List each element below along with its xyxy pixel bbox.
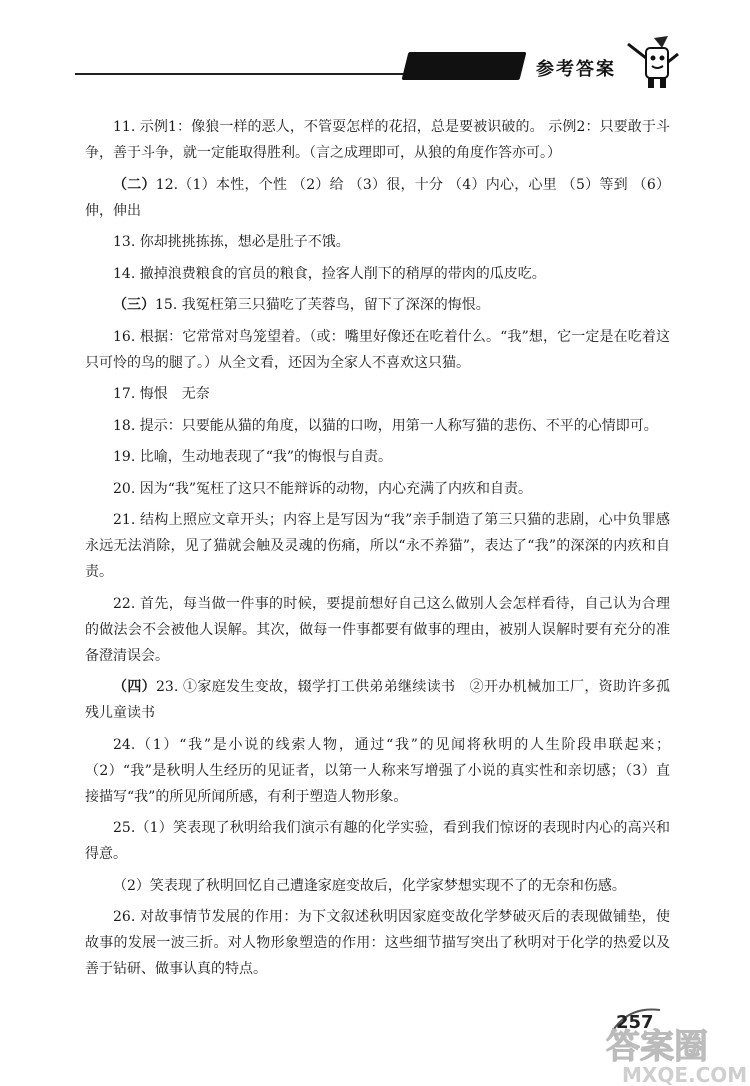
answer-11 — [85, 114, 670, 166]
answer-text: 15. 我冤枉第三只猫吃了芙蓉鸟，留下了深深的悔恨。 — [155, 297, 490, 313]
answer-text: 16. 根据：它常常对鸟笼望着。（或：嘴里好像还在吃着什么。“我”想，它一定是在吃着这只可怜的鸟的腿了。）从全文看，还因为全家人不喜欢这只猫。 — [85, 328, 670, 371]
answer-12 — [85, 172, 670, 224]
header-title: 参考答案 — [536, 59, 616, 80]
answer-text: 24.（1）“我”是小说的线索人物，通过“我”的见闻将秋明的人生阶段串联起来；（2）“我”是秋明人生经历的见证者，以第一人称来写增强了小说的真实性和亲切感；（3）直接描写“我”的所见所闻所感，有利于塑造人物形象。 — [85, 736, 670, 805]
answer-26 — [85, 904, 670, 982]
watermark-text: 答案圈 — [606, 1027, 708, 1067]
answer-text: （2）笑表现了秋明回忆自己遭逢家庭变故后，化学家梦想实现不了的无奈和伤感。 — [113, 877, 626, 894]
answer-22 — [85, 591, 670, 669]
answer-text: 23. ①家庭发生变故，辍学打工供弟弟继续读书 ②开办机械加工厂，资助许多孤残儿童读书 — [85, 679, 670, 721]
answer-18 — [85, 413, 670, 439]
section-label: （二） — [113, 176, 156, 193]
answer-25-part2 — [85, 873, 670, 899]
answer-20 — [85, 476, 670, 502]
answer-list — [85, 114, 670, 988]
answer-17 — [85, 381, 670, 407]
page-header — [0, 0, 750, 100]
answer-14 — [85, 261, 670, 287]
answer-13 — [85, 229, 670, 255]
answer-24 — [85, 732, 670, 810]
answer-25-part1 — [85, 815, 670, 867]
answer-text: 26. 对故事情节发展的作用：为下文叙述秋明因家庭变故化学梦破灭后的表现做铺垫，使故事的发展一波三折。对人物形象塑造的作用：这些细节描写突出了秋明对于化学的热爱以及善于钻研、做事认真的特点。 — [85, 909, 670, 977]
answer-text: 25.（1）笑表现了秋明给我们演示有趣的化学实验，看到我们惊讶的表现时内心的高兴和得意。 — [85, 820, 670, 862]
answer-23 — [85, 674, 670, 726]
answer-text: 20. 因为“我”冤枉了这只不能辩诉的动物，内心充满了内疚和自责。 — [113, 480, 533, 497]
watermark-logo — [600, 1020, 750, 1086]
answer-21 — [85, 507, 670, 585]
page-number: 257 — [616, 1012, 654, 1033]
answer-text: 14. 撤掉浪费粮食的官员的粮食，捡客人削下的稍厚的带肉的瓜皮吃。 — [113, 265, 546, 282]
answer-16 — [85, 324, 670, 376]
answer-text: 21. 结构上照应文章开头；内容上是写因为“我”亲手制造了第三只猫的悲剧，心中负罪感永远无法消除，见了猫就会触及灵魂的伤痛，所以“永不养猫”，表达了“我”的深深的内疚和自责。 — [85, 512, 670, 580]
watermark-domain: MXQE.COM — [622, 1063, 748, 1086]
answer-19 — [85, 444, 670, 470]
pencil-mascot-icon — [624, 34, 682, 92]
answer-text: 22. 首先，每当做一件事的时候，要提前想好自己这么做别人会怎样看待，自己认为合理的做法会不会被他人误解。其次，做每一件事都要有做事的理由，被别人误解时要有充分的准备澄清误会。 — [85, 595, 670, 664]
header-black-tab — [402, 52, 527, 80]
answer-text: 17. 悔恨 无奈 — [113, 386, 210, 402]
answer-15 — [85, 292, 670, 318]
answer-text: 19. 比喻，生动地表现了“我”的悔恨与自责。 — [113, 449, 393, 465]
answer-text: 18. 提示：只要能从猫的角度，以猫的口吻，用第一人称写猫的悲伤、不平的心情即可。 — [113, 417, 658, 434]
answer-text: 12.（1）本性，个性 （2）给 （3）很，十分 （4）内心，心里 （5）等到 （6）伸，伸出 — [85, 176, 671, 219]
section-label: （三） — [113, 297, 155, 313]
answer-text: 11. 示例1：像狼一样的恶人，不管耍怎样的花招，总是要被识破的。 示例2：只要敢于斗争，善于斗争，就一定能取得胜利。（言之成理即可，从狼的角度作答亦可。） — [85, 119, 670, 161]
section-label: （四） — [113, 679, 156, 695]
answer-text: 13. 你却挑挑拣拣，想必是肚子不饿。 — [113, 234, 350, 250]
